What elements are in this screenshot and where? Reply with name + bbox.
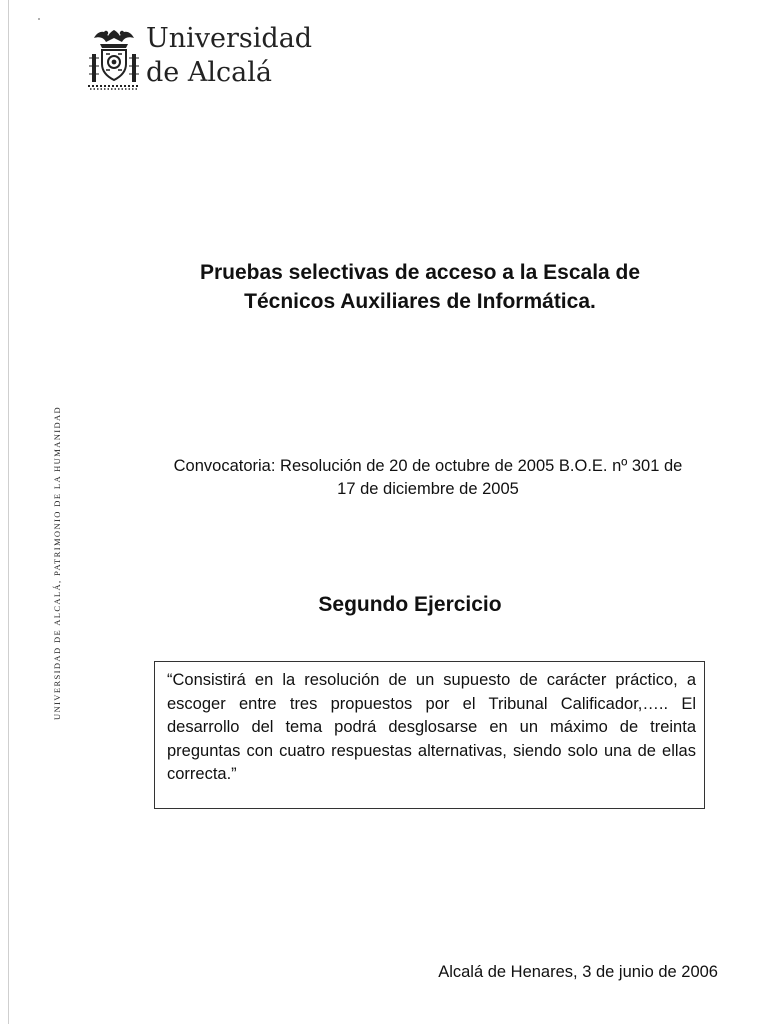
convocatoria-line-1: Convocatoria: Resolución de 20 de octubre de 2005 B.O.E. nº 301 de	[173, 457, 683, 475]
convocatoria-line-2: 17 de diciembre de 2005	[337, 480, 519, 498]
place-date-line: Alcalá de Henares, 3 de junio de 2006	[438, 963, 718, 981]
quote-box	[154, 661, 705, 809]
title-line-2: Técnicos Auxiliares de Informática.	[244, 290, 596, 313]
vertical-side-caption: UNIVERSIDAD DE ALCALÁ, PATRIMONIO DE LA HUMANIDAD	[52, 405, 62, 720]
exercise-heading: Segundo Ejercicio	[318, 593, 502, 616]
university-seal-icon	[86, 24, 142, 90]
logo-text-universidad: Universidad	[146, 23, 313, 54]
scan-speck	[38, 18, 40, 20]
university-logo	[86, 22, 366, 94]
title-line-1: Pruebas selectivas de acceso a la Escala de	[199, 261, 641, 284]
quote-text: “Consistirá en la resolución de un supuesto de carácter práctico, a escoger entre tres propuestos por el Tribunal Calificador,….. El desarrollo del tema podrá desglosarse en un máximo de treinta preguntas con cuatro respuestas alternativas, siendo solo una de ellas correcta.”	[167, 671, 696, 783]
convocatoria-text	[118, 455, 738, 501]
page-edge-line	[8, 0, 9, 1024]
logo-text-de-alcala: de Alcalá	[146, 57, 272, 88]
document-title	[140, 258, 700, 316]
